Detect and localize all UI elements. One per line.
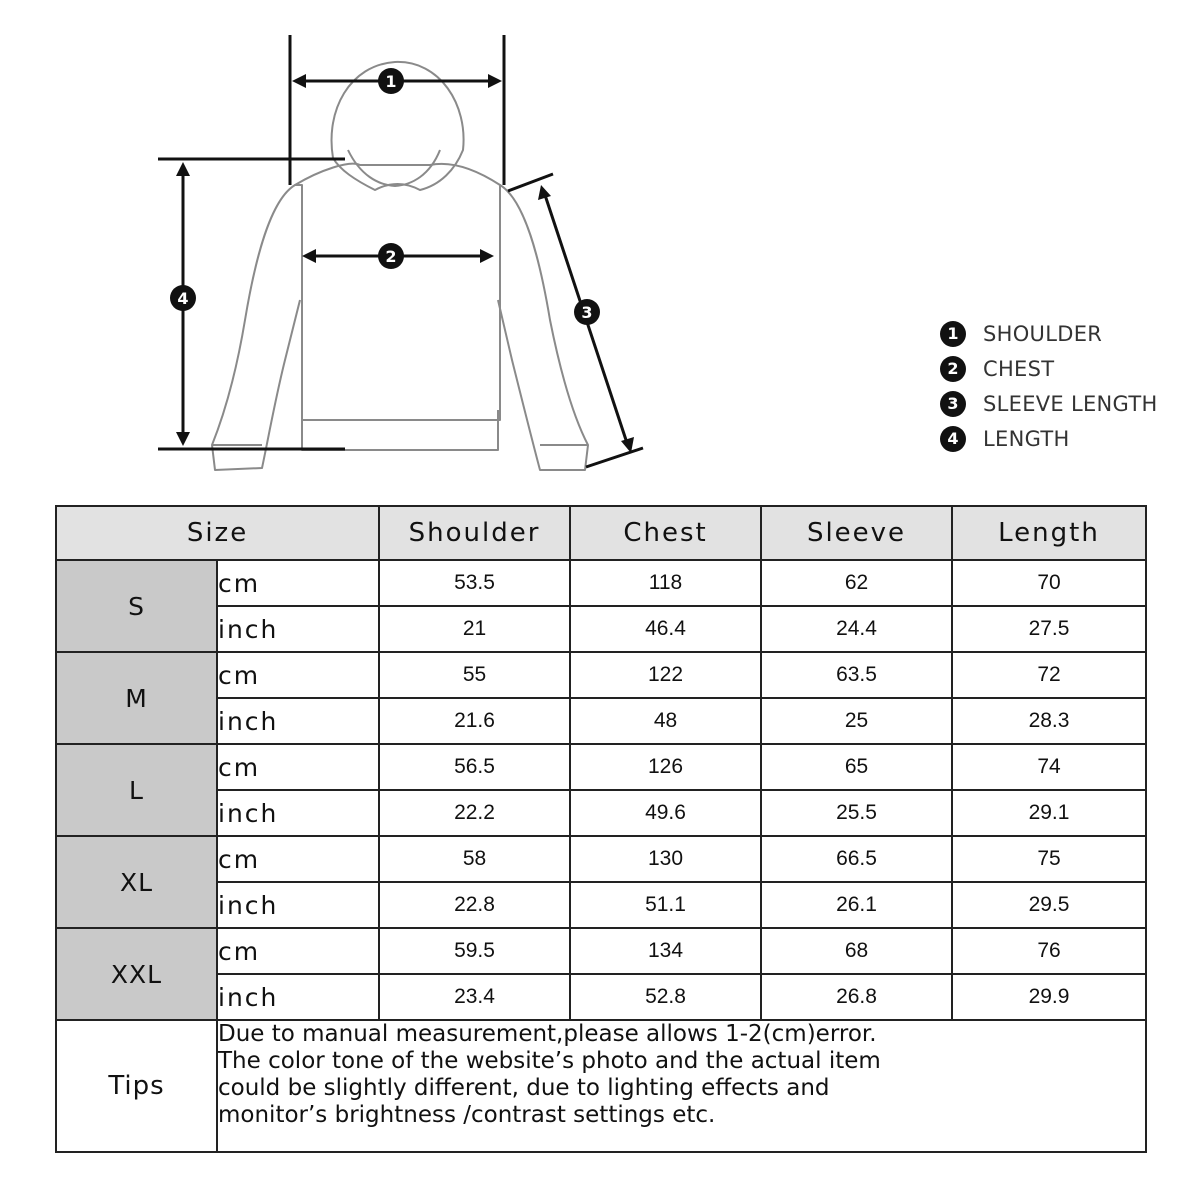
marker-2	[378, 243, 404, 269]
unit-label: inch	[217, 790, 379, 836]
unit-label: cm	[217, 744, 379, 790]
measurement-value: 29.1	[952, 790, 1146, 836]
legend-label: CHEST	[983, 356, 1055, 381]
measurement-value: 134	[570, 928, 761, 974]
header-size: Size	[56, 506, 379, 560]
table-row	[56, 836, 1146, 882]
measurement-value: 21.6	[379, 698, 570, 744]
header-chest: Chest	[570, 506, 761, 560]
marker-3-label: 3	[581, 303, 593, 322]
legend-item-length	[940, 421, 1158, 456]
measurement-value: 23.4	[379, 974, 570, 1020]
size-label: XL	[56, 836, 217, 928]
measurement-value: 56.5	[379, 744, 570, 790]
size-label: L	[56, 744, 217, 836]
tips-label: Tips	[56, 1020, 217, 1152]
measurement-value: 59.5	[379, 928, 570, 974]
measurement-value: 65	[761, 744, 952, 790]
table-row	[56, 790, 1146, 836]
table-row	[56, 652, 1146, 698]
measurement-value: 118	[570, 560, 761, 606]
table-row	[56, 698, 1146, 744]
legend-item-chest	[940, 351, 1158, 386]
measurement-value: 55	[379, 652, 570, 698]
unit-label: cm	[217, 560, 379, 606]
table-row	[56, 744, 1146, 790]
unit-label: inch	[217, 882, 379, 928]
measurement-value: 49.6	[570, 790, 761, 836]
legend-number-icon: 4	[940, 426, 966, 452]
measurement-value: 29.9	[952, 974, 1146, 1020]
size-label: M	[56, 652, 217, 744]
measurement-value: 48	[570, 698, 761, 744]
measurement-value: 24.4	[761, 606, 952, 652]
measurement-value: 72	[952, 652, 1146, 698]
legend-number-icon: 2	[940, 356, 966, 382]
table-row	[56, 606, 1146, 652]
measurement-legend	[940, 316, 1158, 456]
measurement-value: 21	[379, 606, 570, 652]
table-row	[56, 974, 1146, 1020]
measurement-value: 25.5	[761, 790, 952, 836]
hoodie-outline	[212, 62, 588, 470]
measurement-value: 75	[952, 836, 1146, 882]
legend-item-shoulder	[940, 316, 1158, 351]
measurement-value: 52.8	[570, 974, 761, 1020]
measurement-value: 66.5	[761, 836, 952, 882]
tips-row	[56, 1020, 1146, 1152]
unit-label: cm	[217, 836, 379, 882]
measurement-value: 58	[379, 836, 570, 882]
unit-label: inch	[217, 698, 379, 744]
measurement-value: 25	[761, 698, 952, 744]
unit-label: inch	[217, 974, 379, 1020]
table-row	[56, 882, 1146, 928]
measurement-value: 76	[952, 928, 1146, 974]
measurement-value: 74	[952, 744, 1146, 790]
measurement-value: 53.5	[379, 560, 570, 606]
measurement-value: 22.8	[379, 882, 570, 928]
legend-number-icon: 1	[940, 321, 966, 347]
size-chart-table	[55, 505, 1147, 1153]
table-row	[56, 560, 1146, 606]
table-header-row	[56, 506, 1146, 560]
measurement-value: 62	[761, 560, 952, 606]
legend-label: LENGTH	[983, 426, 1070, 451]
unit-label: cm	[217, 928, 379, 974]
header-shoulder: Shoulder	[379, 506, 570, 560]
measurement-value: 51.1	[570, 882, 761, 928]
marker-1	[378, 68, 404, 94]
measurement-value: 122	[570, 652, 761, 698]
header-length: Length	[952, 506, 1146, 560]
marker-1-label: 1	[385, 72, 397, 91]
marker-3	[574, 299, 600, 325]
measurement-value: 130	[570, 836, 761, 882]
table-row	[56, 928, 1146, 974]
measurement-value: 26.1	[761, 882, 952, 928]
legend-number-icon: 3	[940, 391, 966, 417]
size-label: S	[56, 560, 217, 652]
unit-label: cm	[217, 652, 379, 698]
tips-line: Due to manual measurement,please allows 1-2(cm)error.	[218, 1021, 877, 1047]
measurement-value: 70	[952, 560, 1146, 606]
legend-label: SLEEVE LENGTH	[983, 391, 1158, 416]
measurement-value: 126	[570, 744, 761, 790]
header-sleeve: Sleeve	[761, 506, 952, 560]
tips-line: monitor’s brightness /contrast settings etc.	[218, 1102, 716, 1128]
legend-label: SHOULDER	[983, 321, 1103, 346]
marker-4	[170, 285, 196, 311]
measurement-value: 29.5	[952, 882, 1146, 928]
tips-text	[217, 1020, 1146, 1152]
legend-item-sleeve-length	[940, 386, 1158, 421]
measurement-value: 22.2	[379, 790, 570, 836]
marker-4-label: 4	[177, 289, 189, 308]
tips-line: could be slightly different, due to lighting effects and	[218, 1075, 830, 1101]
measurement-value: 26.8	[761, 974, 952, 1020]
tips-line: The color tone of the website’s photo and the actual item	[218, 1048, 881, 1074]
unit-label: inch	[217, 606, 379, 652]
marker-2-label: 2	[385, 247, 397, 266]
size-label: XXL	[56, 928, 217, 1020]
measurement-value: 46.4	[570, 606, 761, 652]
measurement-value: 63.5	[761, 652, 952, 698]
measurement-value: 27.5	[952, 606, 1146, 652]
measurement-value: 68	[761, 928, 952, 974]
measurement-value: 28.3	[952, 698, 1146, 744]
